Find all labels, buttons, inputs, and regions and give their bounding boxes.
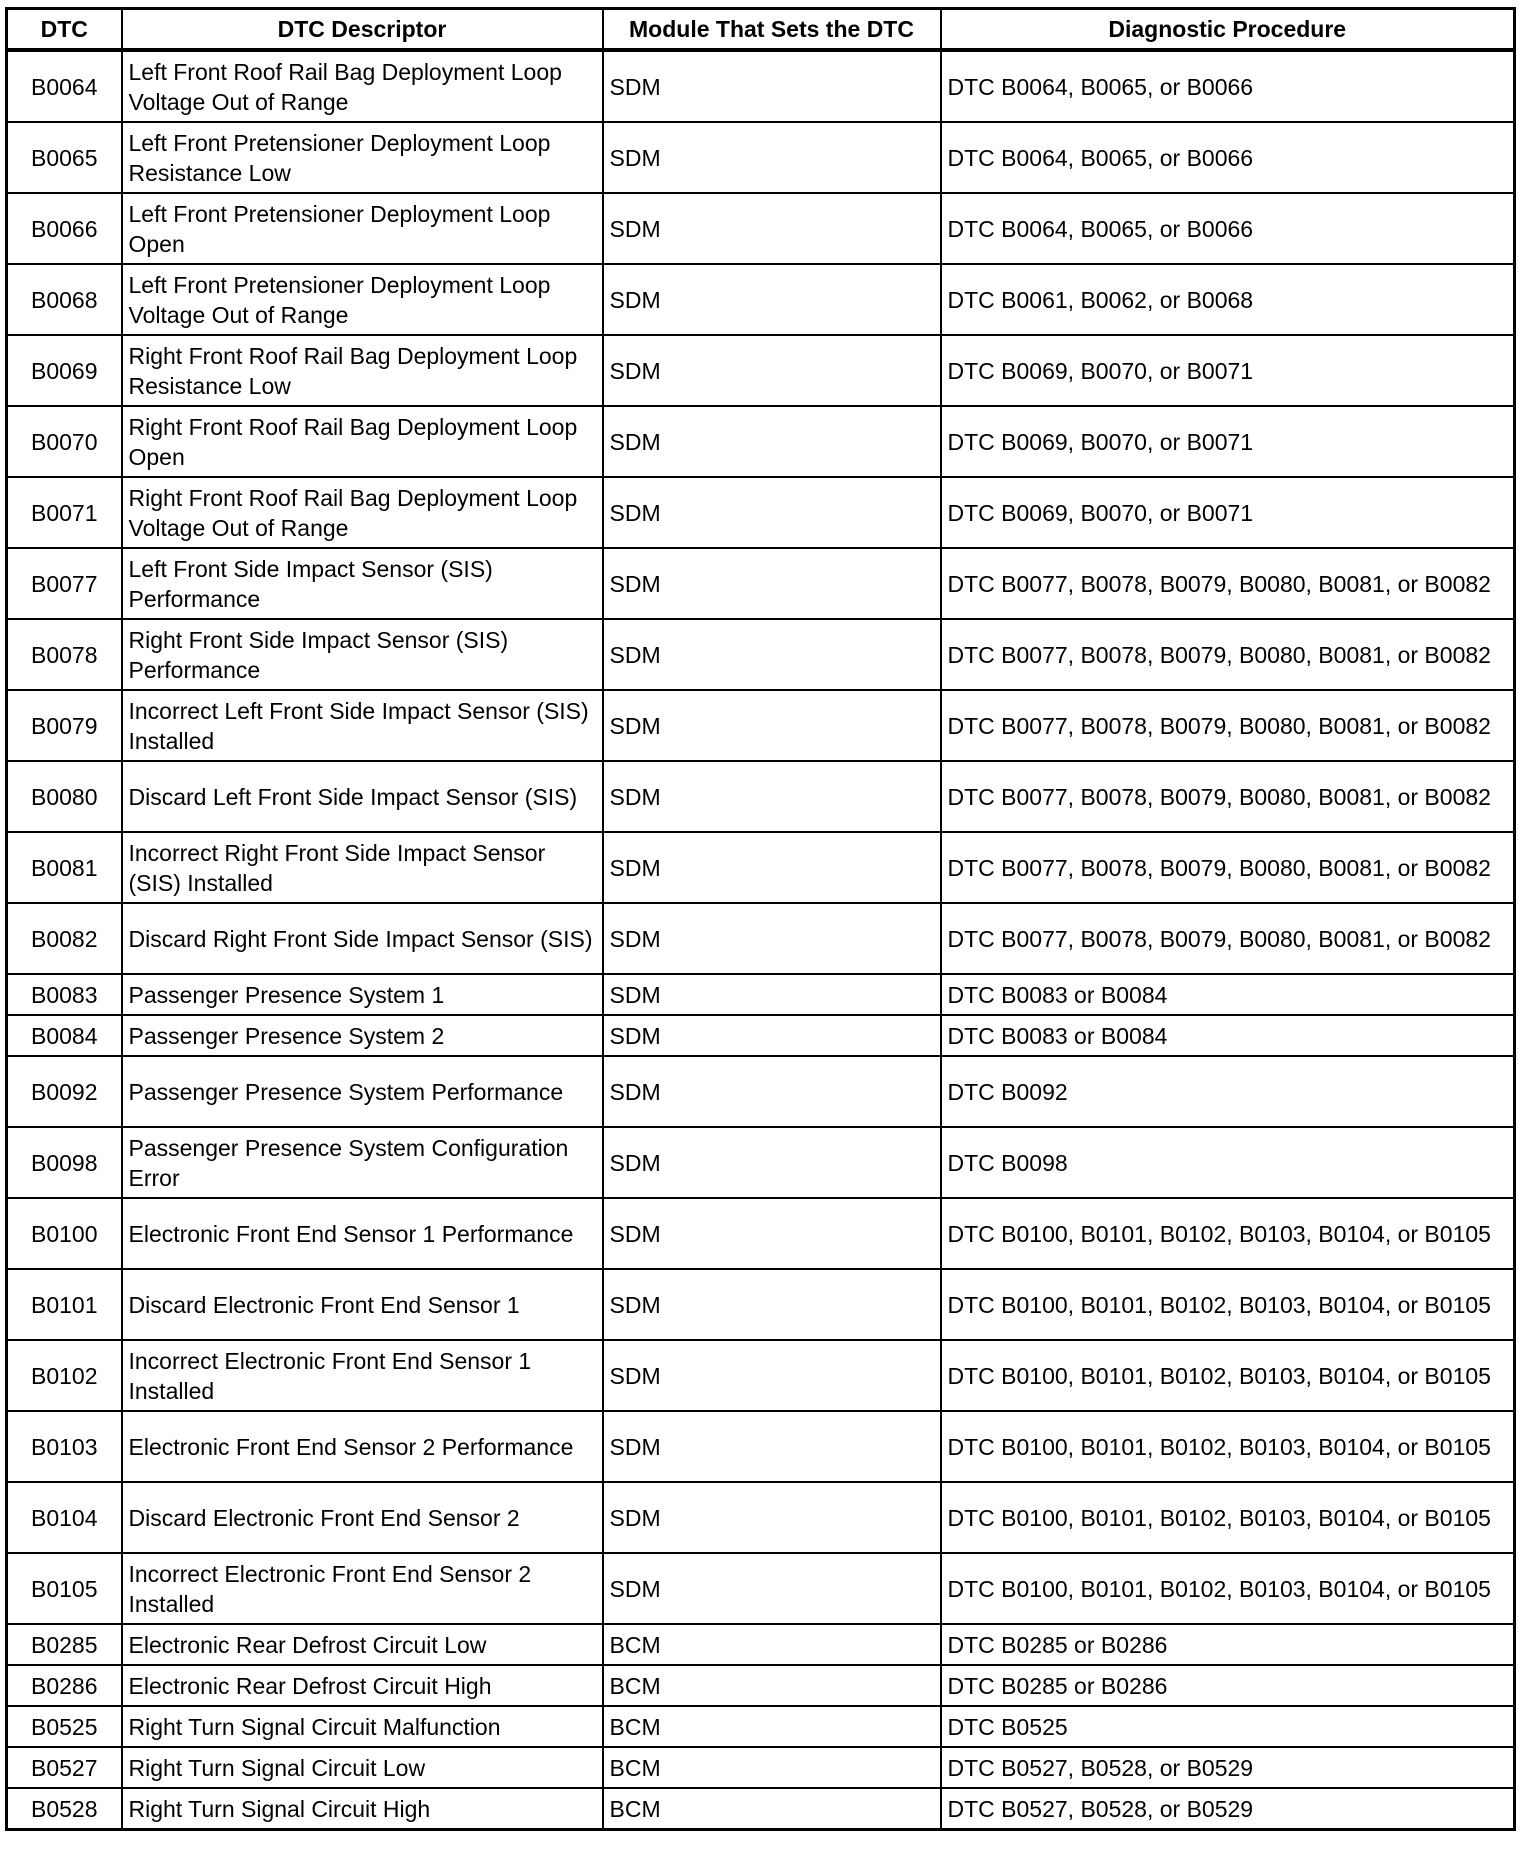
module-cell: SDM	[603, 1482, 941, 1553]
diagnostic-procedure-cell: DTC B0100, B0101, B0102, B0103, B0104, or B0105	[941, 1553, 1515, 1624]
dtc-code-cell: B0071	[7, 477, 122, 548]
module-cell: BCM	[603, 1788, 941, 1830]
module-cell: SDM	[603, 1411, 941, 1482]
dtc-descriptor-cell: Left Front Pretensioner Deployment Loop Voltage Out of Range	[122, 264, 603, 335]
module-cell: SDM	[603, 1198, 941, 1269]
diagnostic-procedure-cell: DTC B0064, B0065, or B0066	[941, 50, 1515, 122]
table-row	[7, 832, 1515, 903]
diagnostic-procedure-cell: DTC B0064, B0065, or B0066	[941, 193, 1515, 264]
table-row	[7, 1127, 1515, 1198]
module-cell: BCM	[603, 1747, 941, 1788]
diagnostic-procedure-cell: DTC B0069, B0070, or B0071	[941, 406, 1515, 477]
table-row	[7, 122, 1515, 193]
diagnostic-procedure-cell: DTC B0285 or B0286	[941, 1665, 1515, 1706]
diagnostic-procedure-cell: DTC B0064, B0065, or B0066	[941, 122, 1515, 193]
table-row	[7, 548, 1515, 619]
module-cell: SDM	[603, 903, 941, 974]
table-row	[7, 1340, 1515, 1411]
diagnostic-procedure-cell: DTC B0083 or B0084	[941, 974, 1515, 1015]
dtc-descriptor-cell: Right Front Roof Rail Bag Deployment Loop Voltage Out of Range	[122, 477, 603, 548]
module-cell: SDM	[603, 761, 941, 832]
table-row	[7, 264, 1515, 335]
dtc-descriptor-cell: Discard Left Front Side Impact Sensor (SIS)	[122, 761, 603, 832]
module-cell: SDM	[603, 1015, 941, 1056]
diagnostic-procedure-cell: DTC B0527, B0528, or B0529	[941, 1788, 1515, 1830]
dtc-descriptor-cell: Electronic Front End Sensor 1 Performance	[122, 1198, 603, 1269]
module-cell: SDM	[603, 1056, 941, 1127]
dtc-descriptor-cell: Left Front Pretensioner Deployment Loop Open	[122, 193, 603, 264]
table-row	[7, 477, 1515, 548]
diagnostic-procedure-cell: DTC B0100, B0101, B0102, B0103, B0104, or B0105	[941, 1340, 1515, 1411]
table-row	[7, 1015, 1515, 1056]
module-cell: SDM	[603, 619, 941, 690]
dtc-descriptor-cell: Right Front Side Impact Sensor (SIS) Performance	[122, 619, 603, 690]
dtc-descriptor-cell: Discard Electronic Front End Sensor 2	[122, 1482, 603, 1553]
dtc-table-container	[5, 7, 1513, 1831]
dtc-code-cell: B0286	[7, 1665, 122, 1706]
dtc-code-cell: B0079	[7, 690, 122, 761]
diagnostic-procedure-cell: DTC B0083 or B0084	[941, 1015, 1515, 1056]
dtc-code-cell: B0525	[7, 1706, 122, 1747]
dtc-code-cell: B0064	[7, 50, 122, 122]
dtc-code-cell: B0101	[7, 1269, 122, 1340]
table-row	[7, 1411, 1515, 1482]
module-cell: SDM	[603, 1340, 941, 1411]
module-cell: SDM	[603, 193, 941, 264]
diagnostic-procedure-cell: DTC B0100, B0101, B0102, B0103, B0104, or B0105	[941, 1482, 1515, 1553]
table-row	[7, 1482, 1515, 1553]
diagnostic-procedure-cell: DTC B0100, B0101, B0102, B0103, B0104, or B0105	[941, 1269, 1515, 1340]
table-row	[7, 619, 1515, 690]
dtc-code-cell: B0528	[7, 1788, 122, 1830]
module-cell: SDM	[603, 122, 941, 193]
dtc-code-cell: B0098	[7, 1127, 122, 1198]
dtc-descriptor-cell: Electronic Rear Defrost Circuit High	[122, 1665, 603, 1706]
dtc-descriptor-cell: Incorrect Right Front Side Impact Sensor (SIS) Installed	[122, 832, 603, 903]
dtc-descriptor-cell: Left Front Roof Rail Bag Deployment Loop Voltage Out of Range	[122, 50, 603, 122]
dtc-descriptor-cell: Passenger Presence System Configuration Error	[122, 1127, 603, 1198]
dtc-descriptor-cell: Right Turn Signal Circuit Low	[122, 1747, 603, 1788]
dtc-descriptor-cell: Incorrect Electronic Front End Sensor 1 Installed	[122, 1340, 603, 1411]
module-cell: SDM	[603, 477, 941, 548]
module-cell: SDM	[603, 335, 941, 406]
table-row	[7, 406, 1515, 477]
header-dtc: DTC	[7, 9, 122, 51]
module-cell: SDM	[603, 1553, 941, 1624]
diagnostic-procedure-cell: DTC B0092	[941, 1056, 1515, 1127]
dtc-code-cell: B0065	[7, 122, 122, 193]
table-row	[7, 1269, 1515, 1340]
diagnostic-procedure-cell: DTC B0098	[941, 1127, 1515, 1198]
dtc-code-cell: B0105	[7, 1553, 122, 1624]
dtc-code-cell: B0069	[7, 335, 122, 406]
module-cell: SDM	[603, 548, 941, 619]
diagnostic-procedure-cell: DTC B0069, B0070, or B0071	[941, 477, 1515, 548]
diagnostic-procedure-cell: DTC B0061, B0062, or B0068	[941, 264, 1515, 335]
dtc-code-cell: B0104	[7, 1482, 122, 1553]
dtc-descriptor-cell: Discard Electronic Front End Sensor 1	[122, 1269, 603, 1340]
dtc-descriptor-cell: Right Front Roof Rail Bag Deployment Loop Open	[122, 406, 603, 477]
dtc-code-cell: B0102	[7, 1340, 122, 1411]
table-row	[7, 1553, 1515, 1624]
table-row	[7, 761, 1515, 832]
dtc-descriptor-cell: Right Turn Signal Circuit High	[122, 1788, 603, 1830]
diagnostic-procedure-cell: DTC B0077, B0078, B0079, B0080, B0081, or B0082	[941, 761, 1515, 832]
diagnostic-procedure-cell: DTC B0525	[941, 1706, 1515, 1747]
diagnostic-procedure-cell: DTC B0069, B0070, or B0071	[941, 335, 1515, 406]
dtc-descriptor-cell: Passenger Presence System 1	[122, 974, 603, 1015]
dtc-descriptor-cell: Right Front Roof Rail Bag Deployment Loop Resistance Low	[122, 335, 603, 406]
diagnostic-procedure-cell: DTC B0100, B0101, B0102, B0103, B0104, or B0105	[941, 1411, 1515, 1482]
diagnostic-procedure-cell: DTC B0077, B0078, B0079, B0080, B0081, or B0082	[941, 690, 1515, 761]
dtc-code-cell: B0066	[7, 193, 122, 264]
module-cell: SDM	[603, 1127, 941, 1198]
dtc-code-cell: B0082	[7, 903, 122, 974]
table-row	[7, 50, 1515, 122]
table-row	[7, 193, 1515, 264]
diagnostic-procedure-cell: DTC B0285 or B0286	[941, 1624, 1515, 1665]
diagnostic-procedure-cell: DTC B0100, B0101, B0102, B0103, B0104, or B0105	[941, 1198, 1515, 1269]
table-row	[7, 1747, 1515, 1788]
dtc-descriptor-cell: Left Front Side Impact Sensor (SIS) Performance	[122, 548, 603, 619]
module-cell: SDM	[603, 406, 941, 477]
dtc-code-cell: B0103	[7, 1411, 122, 1482]
dtc-descriptor-cell: Incorrect Left Front Side Impact Sensor (SIS) Installed	[122, 690, 603, 761]
dtc-code-cell: B0527	[7, 1747, 122, 1788]
dtc-descriptor-cell: Discard Right Front Side Impact Sensor (SIS)	[122, 903, 603, 974]
module-cell: SDM	[603, 690, 941, 761]
dtc-descriptor-cell: Electronic Front End Sensor 2 Performance	[122, 1411, 603, 1482]
header-row	[7, 9, 1515, 51]
dtc-code-cell: B0083	[7, 974, 122, 1015]
dtc-code-cell: B0077	[7, 548, 122, 619]
table-row	[7, 1706, 1515, 1747]
module-cell: SDM	[603, 974, 941, 1015]
module-cell: SDM	[603, 50, 941, 122]
dtc-descriptor-cell: Passenger Presence System 2	[122, 1015, 603, 1056]
dtc-code-cell: B0080	[7, 761, 122, 832]
table-row	[7, 1788, 1515, 1830]
dtc-code-cell: B0092	[7, 1056, 122, 1127]
module-cell: SDM	[603, 832, 941, 903]
dtc-code-cell: B0070	[7, 406, 122, 477]
module-cell: BCM	[603, 1624, 941, 1665]
dtc-code-cell: B0078	[7, 619, 122, 690]
dtc-descriptor-cell: Electronic Rear Defrost Circuit Low	[122, 1624, 603, 1665]
diagnostic-procedure-cell: DTC B0077, B0078, B0079, B0080, B0081, or B0082	[941, 548, 1515, 619]
dtc-descriptor-cell: Right Turn Signal Circuit Malfunction	[122, 1706, 603, 1747]
module-cell: BCM	[603, 1706, 941, 1747]
table-row	[7, 335, 1515, 406]
dtc-code-cell: B0084	[7, 1015, 122, 1056]
dtc-code-cell: B0285	[7, 1624, 122, 1665]
table-row	[7, 974, 1515, 1015]
dtc-code-cell: B0068	[7, 264, 122, 335]
header-descriptor: DTC Descriptor	[122, 9, 603, 51]
diagnostic-procedure-cell: DTC B0077, B0078, B0079, B0080, B0081, or B0082	[941, 903, 1515, 974]
dtc-table	[5, 7, 1516, 1831]
dtc-code-cell: B0100	[7, 1198, 122, 1269]
table-row	[7, 1624, 1515, 1665]
header-procedure: Diagnostic Procedure	[941, 9, 1515, 51]
dtc-descriptor-cell: Left Front Pretensioner Deployment Loop Resistance Low	[122, 122, 603, 193]
table-row	[7, 1056, 1515, 1127]
table-row	[7, 690, 1515, 761]
table-row	[7, 1665, 1515, 1706]
dtc-descriptor-cell: Incorrect Electronic Front End Sensor 2 Installed	[122, 1553, 603, 1624]
diagnostic-procedure-cell: DTC B0077, B0078, B0079, B0080, B0081, or B0082	[941, 619, 1515, 690]
table-row	[7, 903, 1515, 974]
diagnostic-procedure-cell: DTC B0527, B0528, or B0529	[941, 1747, 1515, 1788]
header-module: Module That Sets the DTC	[603, 9, 941, 51]
module-cell: SDM	[603, 1269, 941, 1340]
dtc-descriptor-cell: Passenger Presence System Performance	[122, 1056, 603, 1127]
dtc-code-cell: B0081	[7, 832, 122, 903]
module-cell: SDM	[603, 264, 941, 335]
module-cell: BCM	[603, 1665, 941, 1706]
diagnostic-procedure-cell: DTC B0077, B0078, B0079, B0080, B0081, or B0082	[941, 832, 1515, 903]
table-row	[7, 1198, 1515, 1269]
